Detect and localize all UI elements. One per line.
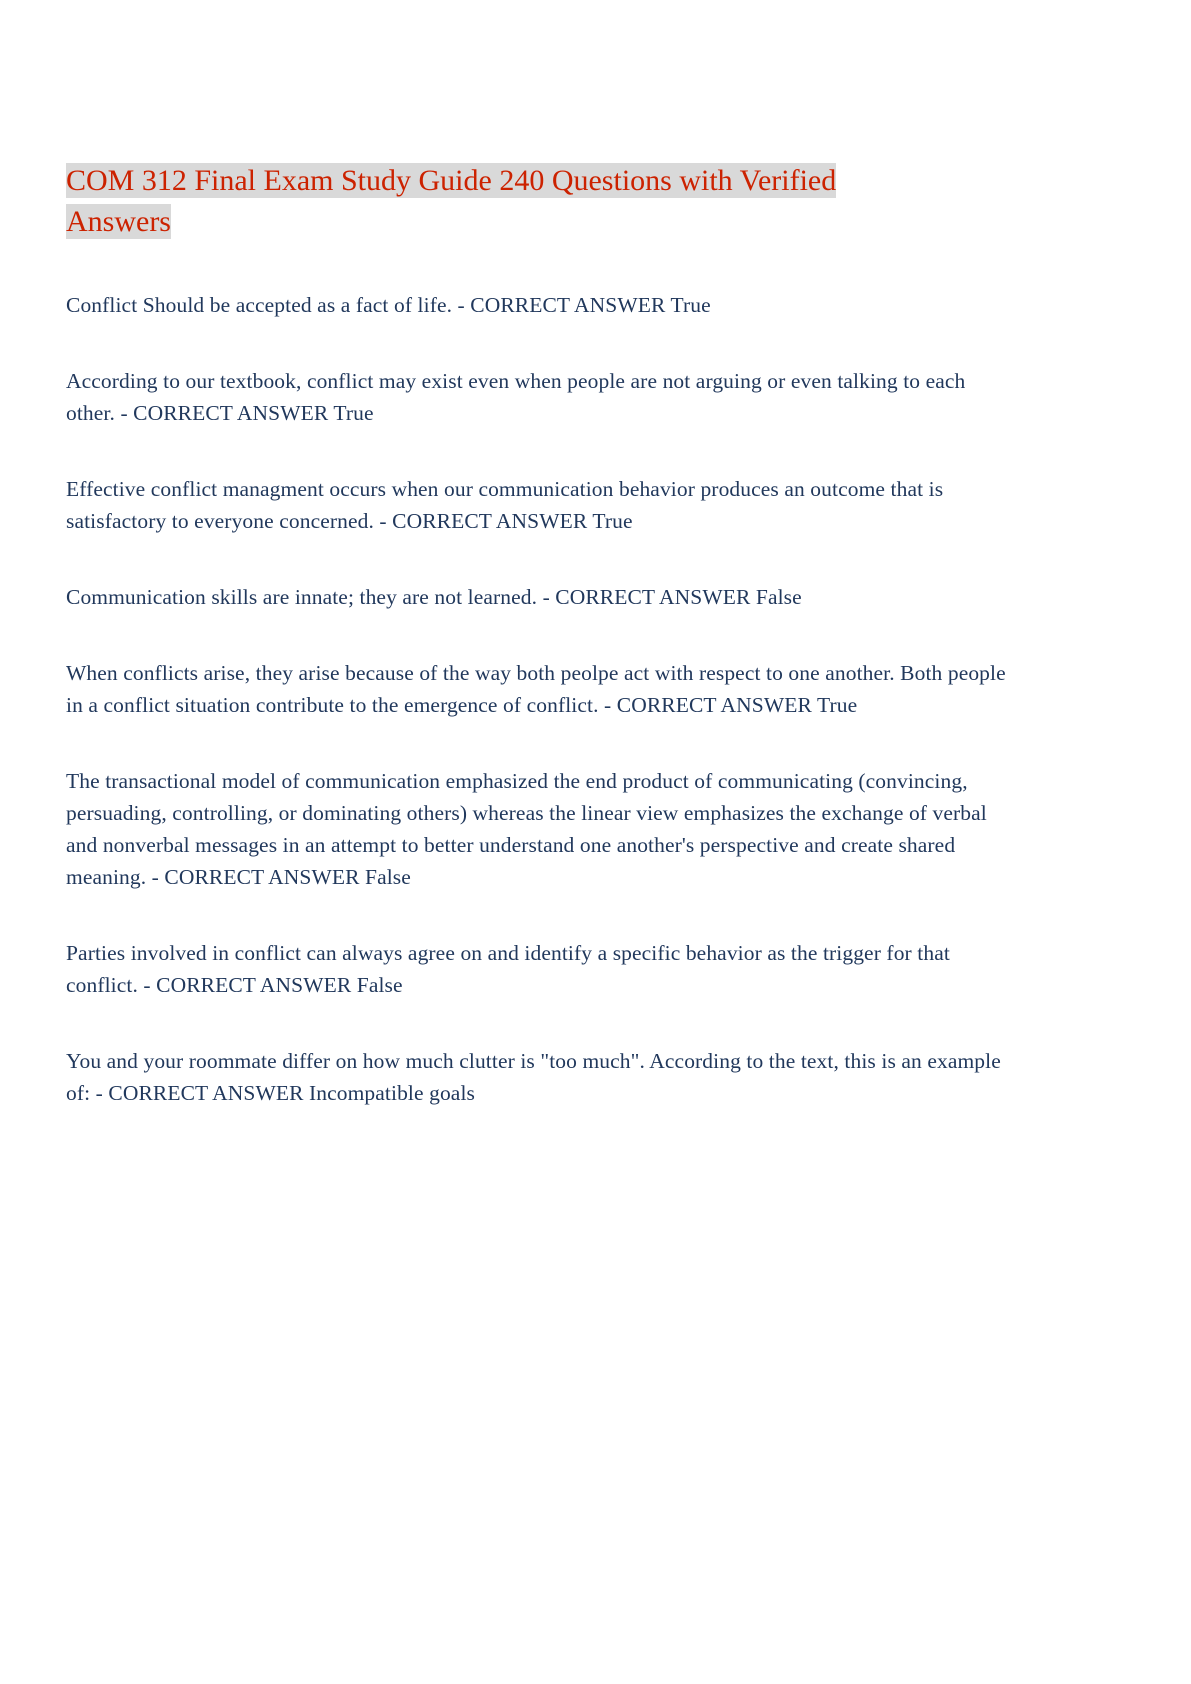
qa-item-6: The transactional model of communication emphasized the end product of communicating (convincing, persuading, controlling, or dominating others) whereas the linear view emphasizes the exchange of verbal and nonverbal messages in an attempt to better understand one another's perspective and create shared meaning. - CORRECT ANSWER False — [66, 769, 987, 890]
page-title: COM 312 Final Exam Study Guide 240 Questions with Verified Answers — [66, 164, 837, 239]
document-content — [66, 160, 1016, 1109]
qa-item-8: You and your roommate differ on how much clutter is "too much". According to the text, this is an example of: - CORRECT ANSWER Incompatible goals — [66, 1049, 1001, 1106]
qa-item-2: According to our textbook, conflict may exist even when people are not arguing or even talking to each other. - CORRECT ANSWER True — [66, 368, 966, 425]
qa-item-1: Conflict Should be accepted as a fact of life. - CORRECT ANSWER True — [66, 292, 711, 317]
qa-item-3: Effective conflict managment occurs when our communication behavior produces an outcome that is satisfactory to everyone concerned. - CORRECT ANSWER True — [66, 476, 944, 533]
qa-item-4: Communication skills are innate; they are not learned. - CORRECT ANSWER False — [66, 584, 802, 609]
page-title-container — [66, 160, 946, 243]
qa-item-7: Parties involved in conflict can always agree on and identify a specific behavior as the trigger for that conflict. - CORRECT ANSWER False — [66, 941, 950, 998]
qa-item-5: When conflicts arise, they arise because of the way both peolpe act with respect to one another. Both people in a conflict situation contribute to the emergence of conflict. - CORRECT ANSWER True — [66, 660, 1006, 717]
